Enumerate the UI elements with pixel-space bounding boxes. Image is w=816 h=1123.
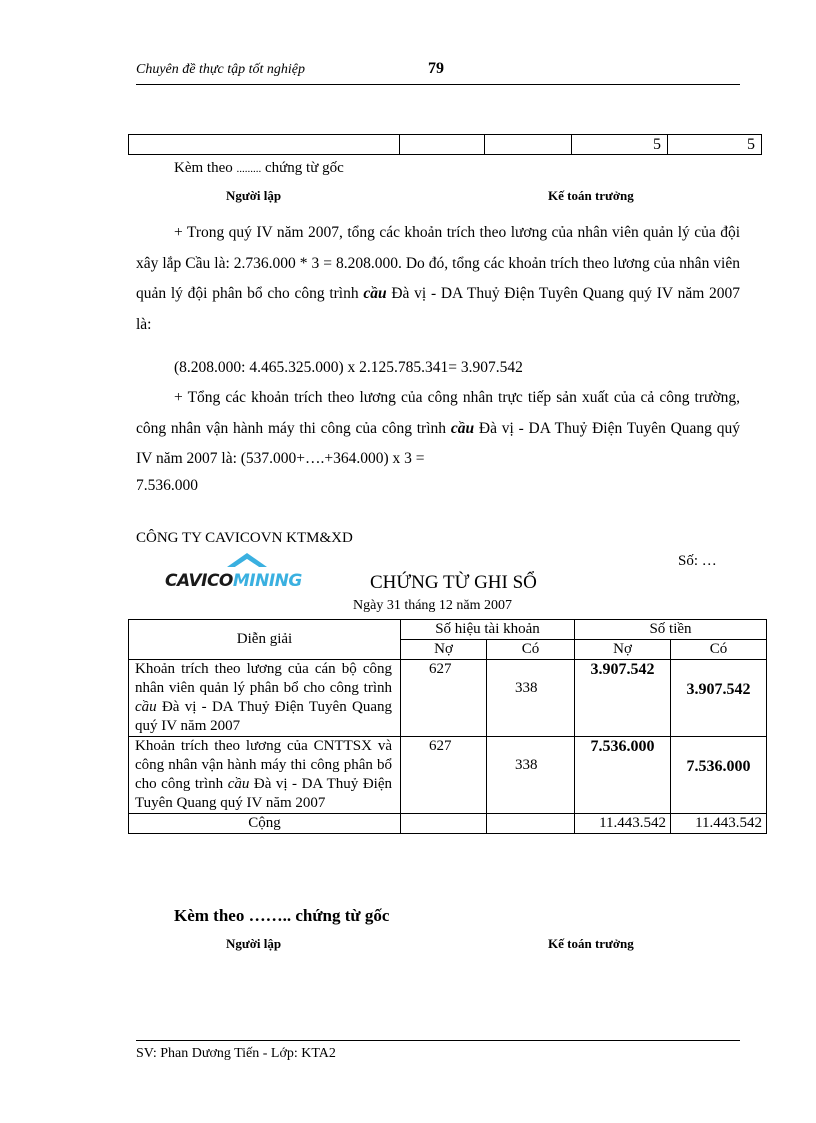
row-debit-account: 627 (401, 660, 487, 737)
empty-cell (401, 814, 487, 834)
table-row (129, 660, 767, 737)
voucher-date: Ngày 31 tháng 12 năm 2007 (353, 598, 513, 613)
table-row (129, 737, 767, 814)
previous-table-total-row (128, 134, 762, 155)
row-credit-amount: 7.536.000 (671, 737, 767, 814)
row-debit-amount: 7.536.000 (575, 737, 671, 814)
voucher-title: CHỨNG TỪ GHI SỔ (370, 572, 537, 593)
row-credit-account: 338 (487, 737, 575, 814)
paragraph-worker-allocation: + Tổng các khoản trích theo lương của công nhân trực tiếp sản xuất của cả công trường, công nhân vận hành máy thi công của công trình cầu Đà vị - DA Thuỷ Điện Tuyên Quang quý IV năm 2007 là: (537.000+….+364.000) x 3 = (136, 389, 740, 467)
page-number: 79 (428, 60, 444, 77)
header-debit-amount: Nợ (575, 640, 671, 660)
paragraph-management-allocation: + Trong quý IV năm 2007, tổng các khoản trích theo lương của nhân viên quản lý của đội xây lắp Cầu là: 2.736.000 * 3 = 8.208.000. Do đó, tổng các khoản trích theo lương của nhân viên quản lý đội phân bổ cho công trình cầu Đà vị - DA Thuỷ Điện Tuyên Quang quý IV năm 2007 là: (136, 224, 740, 333)
row-debit-amount: 3.907.542 (575, 660, 671, 737)
debit-total-cell: 5 (572, 135, 668, 155)
row-description: Khoản trích theo lương của cán bộ công nhân viên quản lý phân bổ cho công trình cầu Đà vị - DA Thuỷ Điện Tuyên Quang quý IV năm 2007 (129, 660, 401, 737)
total-row (129, 814, 767, 834)
empty-cell (487, 814, 575, 834)
attach-note-1: Kèm theo ......... chứng từ gốc (174, 160, 344, 176)
header-credit-amount: Có (671, 640, 767, 660)
header-rule (136, 84, 740, 85)
header-description: Diễn giải (129, 620, 401, 660)
row-credit-amount: 3.907.542 (671, 660, 767, 737)
attach-note-2: Kèm theo …….. chứng từ gốc (174, 906, 390, 925)
total-debit: 11.443.542 (575, 814, 671, 834)
logo-text: CAVICOMINING (165, 571, 302, 591)
allocation-formula: (8.208.000: 4.465.325.000) x 2.125.785.341= 3.907.542 (174, 359, 523, 376)
header-debit-account: Nợ (401, 640, 487, 660)
empty-cell (485, 135, 572, 155)
empty-cell (400, 135, 485, 155)
row-debit-account: 627 (401, 737, 487, 814)
voucher-ledger-table (128, 619, 767, 834)
row-description: Khoản trích theo lương của CNTTSX và công nhân vận hành máy thi công phân bổ cho công trình cầu Đà vị - DA Thuỷ Điện Tuyên Quang quý IV năm 2007 (129, 737, 401, 814)
signature-preparer-2: Người lập (226, 936, 282, 951)
footer-rule (136, 1040, 740, 1041)
row-credit-account: 338 (487, 660, 575, 737)
credit-total-cell: 5 (668, 135, 762, 155)
header-title: Chuyên đề thực tập tốt nghiệp (136, 62, 305, 77)
header-credit-account: Có (487, 640, 575, 660)
total-label: Cộng (129, 814, 401, 834)
total-credit: 11.443.542 (671, 814, 767, 834)
header-account-group: Số hiệu tài khoản (401, 620, 575, 640)
footer-text: SV: Phan Dương Tiến - Lớp: KTA2 (136, 1046, 336, 1061)
signature-chief-accountant-1: Kế toán trưởng (548, 188, 634, 203)
signature-chief-accountant-2: Kế toán trưởng (548, 936, 634, 951)
empty-cell (129, 135, 400, 155)
header-amount-group: Số tiền (575, 620, 767, 640)
cavico-mining-logo (165, 553, 333, 593)
signature-preparer-1: Người lập (226, 188, 282, 203)
voucher-number: Số: … (678, 553, 717, 569)
company-name: CÔNG TY CAVICOVN KTM&XD (136, 530, 353, 546)
paragraph-worker-allocation-result: 7.536.000 (136, 477, 198, 494)
